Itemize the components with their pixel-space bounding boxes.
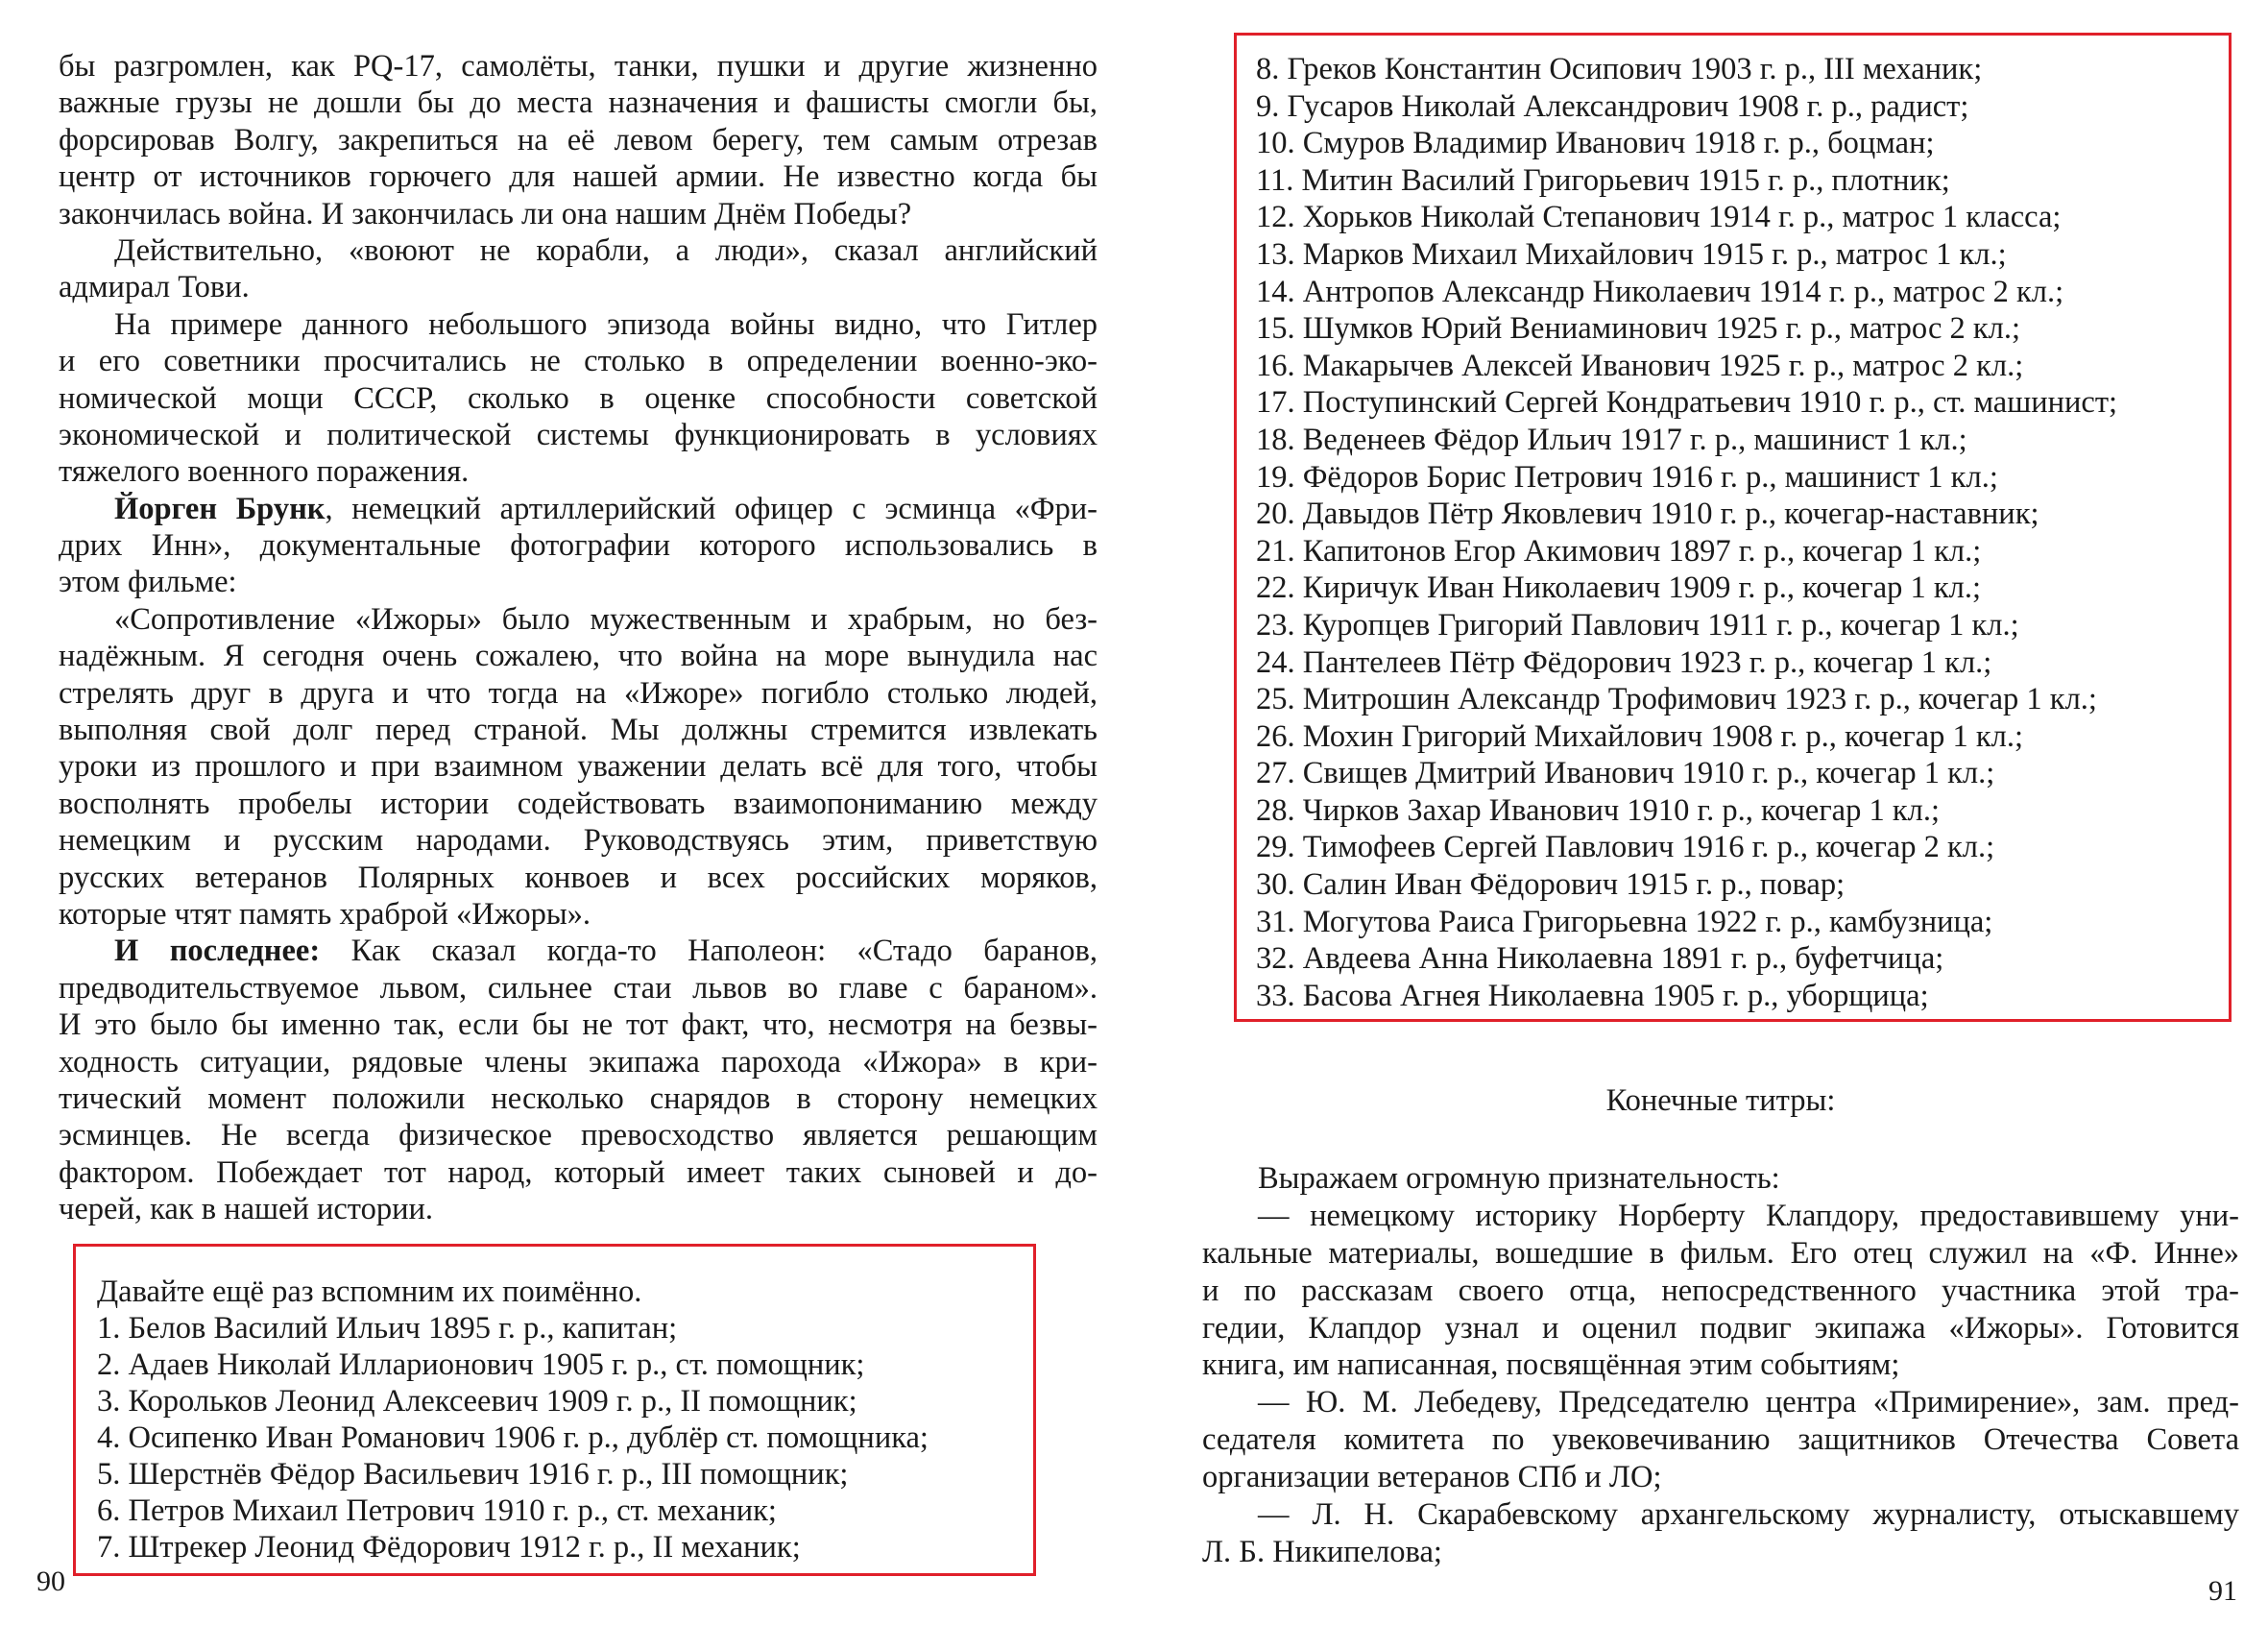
text-line: Действительно, «воюют не корабли, а люди», сказал английский xyxy=(114,232,1098,268)
text-line: восполнять пробелы истории содействовать взаимопониманию между xyxy=(59,786,1098,821)
left-page-body xyxy=(59,48,1098,1228)
crew-list-item: 29. Тимофеев Сергей Павлович 1916 г. р., кочегар 2 кл.; xyxy=(1256,830,1995,865)
text-line: номической мощи СССР, сколько в оценке способности советской xyxy=(59,380,1098,416)
crew-list-item: 5. Шерстнёв Фёдор Васильевич 1916 г. р., III помощник; xyxy=(97,1457,849,1492)
text-line: — Ю. М. Лебедеву, Председателю центра «Примирение», зам. пред- xyxy=(1258,1385,2239,1420)
crew-list-item: 1. Белов Василий Ильич 1895 г. р., капитан; xyxy=(97,1311,678,1346)
text-line: которые чтят память храброй «Ижоры». xyxy=(59,896,591,932)
crew-list-item: 10. Смуров Владимир Иванович 1918 г. р., боцман; xyxy=(1256,126,1935,161)
text-line: кальные материалы, вошедшие в фильм. Его отец служил на «Ф. Инне» xyxy=(1202,1235,2239,1271)
crew-list-item: 9. Гусаров Николай Александрович 1908 г. р., радист; xyxy=(1256,88,1969,124)
crew-list-item: 26. Мохин Григорий Михайлович 1908 г. р., кочегар 1 кл.; xyxy=(1256,718,2024,754)
text-line: И это было бы именно так, если бы не тот факт, что, несмотря на безвы- xyxy=(59,1007,1098,1043)
crew-list-item: 12. Хорьков Николай Степанович 1914 г. р., матрос 1 класса; xyxy=(1256,200,2062,235)
crew-list-item: 6. Петров Михаил Петрович 1910 г. р., ст. механик; xyxy=(97,1493,777,1528)
crew-list-item: 3. Корольков Леонид Алексеевич 1909 г. р., II помощник; xyxy=(97,1384,857,1419)
crew-list-item: 7. Штрекер Леонид Фёдорович 1912 г. р., II механик; xyxy=(97,1530,801,1565)
text-line: закончилась война. И закончилась ли она нашим Днём Победы? xyxy=(59,196,912,231)
text-line: На примере данного небольшого эпизода войны видно, что Гитлер xyxy=(114,306,1098,342)
text-line: дрих Инн», документальные фотографии которого использовались в xyxy=(59,528,1098,564)
page-number-right: 91 xyxy=(2208,1575,2237,1607)
text-line: тяжелого военного поражения. xyxy=(59,454,470,490)
text-line: и его советники просчитались не столько в определении военно-эко- xyxy=(59,344,1098,379)
crew-list-item: 4. Осипенко Иван Романович 1906 г. р., дублёр ст. помощника; xyxy=(97,1420,929,1455)
crew-list-item: 21. Капитонов Егор Акимович 1897 г. р., кочегар 1 кл.; xyxy=(1256,533,1982,569)
crew-list-item: 33. Басова Агнея Николаевна 1905 г. р., уборщица; xyxy=(1256,978,1929,1013)
text-line: центр от источников горючего для нашей армии. Не известно когда бы xyxy=(59,159,1098,195)
crew-list-item: 28. Чирков Захар Иванович 1910 г. р., кочегар 1 кл.; xyxy=(1256,792,1941,828)
text-line: эсминцев. Не всегда физическое превосходство является решающим xyxy=(59,1118,1098,1153)
text-line: гедии, Клапдор узнал и оценил подвиг экипажа «Ижоры». Готовится xyxy=(1202,1310,2239,1346)
text-line: книга, им написанная, посвящённая этим событиям; xyxy=(1202,1347,1900,1383)
text-line: «Сопротивление «Ижоры» было мужественным и храбрым, но без- xyxy=(114,601,1098,637)
crew-list-item: 31. Могутова Раиса Григорьевна 1922 г. р., камбузница; xyxy=(1256,904,1993,939)
crew-list-item: 14. Антропов Александр Николаевич 1914 г. р., матрос 2 кл.; xyxy=(1256,274,2064,309)
text-line: — немецкому историку Норберту Клапдору, предоставившему уни- xyxy=(1258,1198,2239,1233)
crew-list-item: 20. Давыдов Пётр Яковлевич 1910 г. р., кочегар-наставник; xyxy=(1256,497,2039,532)
crew-list-box-left xyxy=(73,1244,1036,1576)
text-line xyxy=(59,491,1098,527)
crew-list-item: 18. Веденеев Фёдор Ильич 1917 г. р., машинист 1 кл.; xyxy=(1256,422,1967,457)
text-line: экономической и политической системы функционировать в условиях xyxy=(59,417,1098,452)
crew-list-item: 23. Куропцев Григорий Павлович 1911 г. р., кочегар 1 кл.; xyxy=(1256,607,2019,643)
bold-lead: Йорген Брунк xyxy=(114,491,326,526)
crew-list-item: 16. Макарычев Алексей Иванович 1925 г. р., матрос 2 кл.; xyxy=(1256,348,2024,383)
text-line: тический момент положили несколько снарядов в сторону немецких xyxy=(59,1080,1098,1116)
text-line: этом фильме: xyxy=(59,565,237,600)
text-line xyxy=(59,933,1098,969)
text-line: адмирал Тови. xyxy=(59,270,250,305)
text-line: Выражаем огромную признательность: xyxy=(1258,1161,1780,1196)
line-text: Как сказал когда-то Наполеон: «Стадо баранов, xyxy=(320,934,1098,969)
text-line: русских ветеранов Полярных конвоев и всех российских моряков, xyxy=(59,860,1098,895)
text-line: и по рассказам своего отца, непосредственного участника этой тра- xyxy=(1202,1273,2239,1308)
text-line: организации ветеранов СПб и ЛО; xyxy=(1202,1460,1662,1495)
crew-list-item: 2. Адаев Николай Илларионович 1905 г. р., ст. помощник; xyxy=(97,1347,865,1382)
page-number-left: 90 xyxy=(36,1565,65,1597)
text-line: предводительствуемое львом, сильнее стаи львов во главе с бараном». xyxy=(59,970,1098,1006)
text-line: бы разгромлен, как PQ-17, самолёты, танки, пушки и другие жизненно xyxy=(59,49,1098,84)
crew-list-item: 8. Греков Константин Осипович 1903 г. р., III механик; xyxy=(1256,52,1983,86)
crew-list-box-right xyxy=(1234,33,2232,1022)
text-line: — Л. Н. Скарабевскому архангельскому журналисту, отыскавшему xyxy=(1258,1497,2239,1533)
text-line: важные грузы не дошли бы до места назначения и фашисты смогли бы, xyxy=(59,85,1098,121)
crew-list-item: 25. Митрошин Александр Трофимович 1923 г. р., кочегар 1 кл.; xyxy=(1256,682,2097,717)
text-line: уроки из прошлого и при взаимном уважении делать всё для того, чтобы xyxy=(59,749,1098,785)
text-line: Л. Б. Никипелова; xyxy=(1202,1534,1442,1569)
text-line: форсировав Волгу, закрепиться на её левом берегу, тем самым отрезав xyxy=(59,122,1098,158)
text-line: черей, как в нашей истории. xyxy=(59,1192,433,1227)
text-line: стрелять друг в друга и что тогда на «Ижоре» погибло столько людей, xyxy=(59,675,1098,711)
crew-list-title: Давайте ещё раз вспомним их поимённо. xyxy=(97,1274,642,1309)
crew-list-item: 15. Шумков Юрий Вениаминович 1925 г. р., матрос 2 кл.; xyxy=(1256,311,2021,347)
text-line: немецким и русским народами. Руководствуясь этим, приветствую xyxy=(59,823,1098,859)
text-line: ходность ситуации, рядовые члены экипажа парохода «Ижора» в кри- xyxy=(59,1044,1098,1080)
crew-list-item: 17. Поступинский Сергей Кондратьевич 1910 г. р., ст. машинист; xyxy=(1256,385,2118,421)
crew-list-item: 27. Свищев Дмитрий Иванович 1910 г. р., кочегар 1 кл.; xyxy=(1256,756,1995,791)
crew-list-item: 13. Марков Михаил Михайлович 1915 г. р., матрос 1 кл.; xyxy=(1256,236,2007,272)
right-page-body xyxy=(1202,1160,2239,1571)
credits-heading: Конечные титры: xyxy=(1605,1083,1836,1118)
bold-lead: И последнее: xyxy=(114,934,321,969)
crew-list-item: 24. Пантелеев Пётр Фёдорович 1923 г. р., кочегар 1 кл.; xyxy=(1256,644,1992,680)
text-line: надёжным. Я сегодня очень сожалею, что война на море вынудила нас xyxy=(59,639,1098,674)
text-line: седателя комитета по увековечиванию защитников Отечества Совета xyxy=(1202,1422,2239,1458)
crew-list-item: 11. Митин Василий Григорьевич 1915 г. р., плотник; xyxy=(1256,162,1950,198)
crew-list-item: 32. Авдеева Анна Николаевна 1891 г. р., буфетчица; xyxy=(1256,941,1944,977)
text-line: выполняя свой долг перед страной. Мы должны стремится извлекать xyxy=(59,713,1098,748)
crew-list-item: 19. Фёдоров Борис Петрович 1916 г. р., машинист 1 кл.; xyxy=(1256,459,1998,495)
crew-list-item: 22. Киричук Иван Николаевич 1909 г. р., кочегар 1 кл.; xyxy=(1256,570,1982,606)
crew-list-item: 30. Салин Иван Фёдорович 1915 г. р., повар; xyxy=(1256,867,1846,903)
text-line: фактором. Побеждает тот народ, который имеет таких сыновей и до- xyxy=(59,1154,1098,1190)
line-text: , немецкий артиллерийский офицер с эсминца «Фри- xyxy=(325,491,1098,526)
